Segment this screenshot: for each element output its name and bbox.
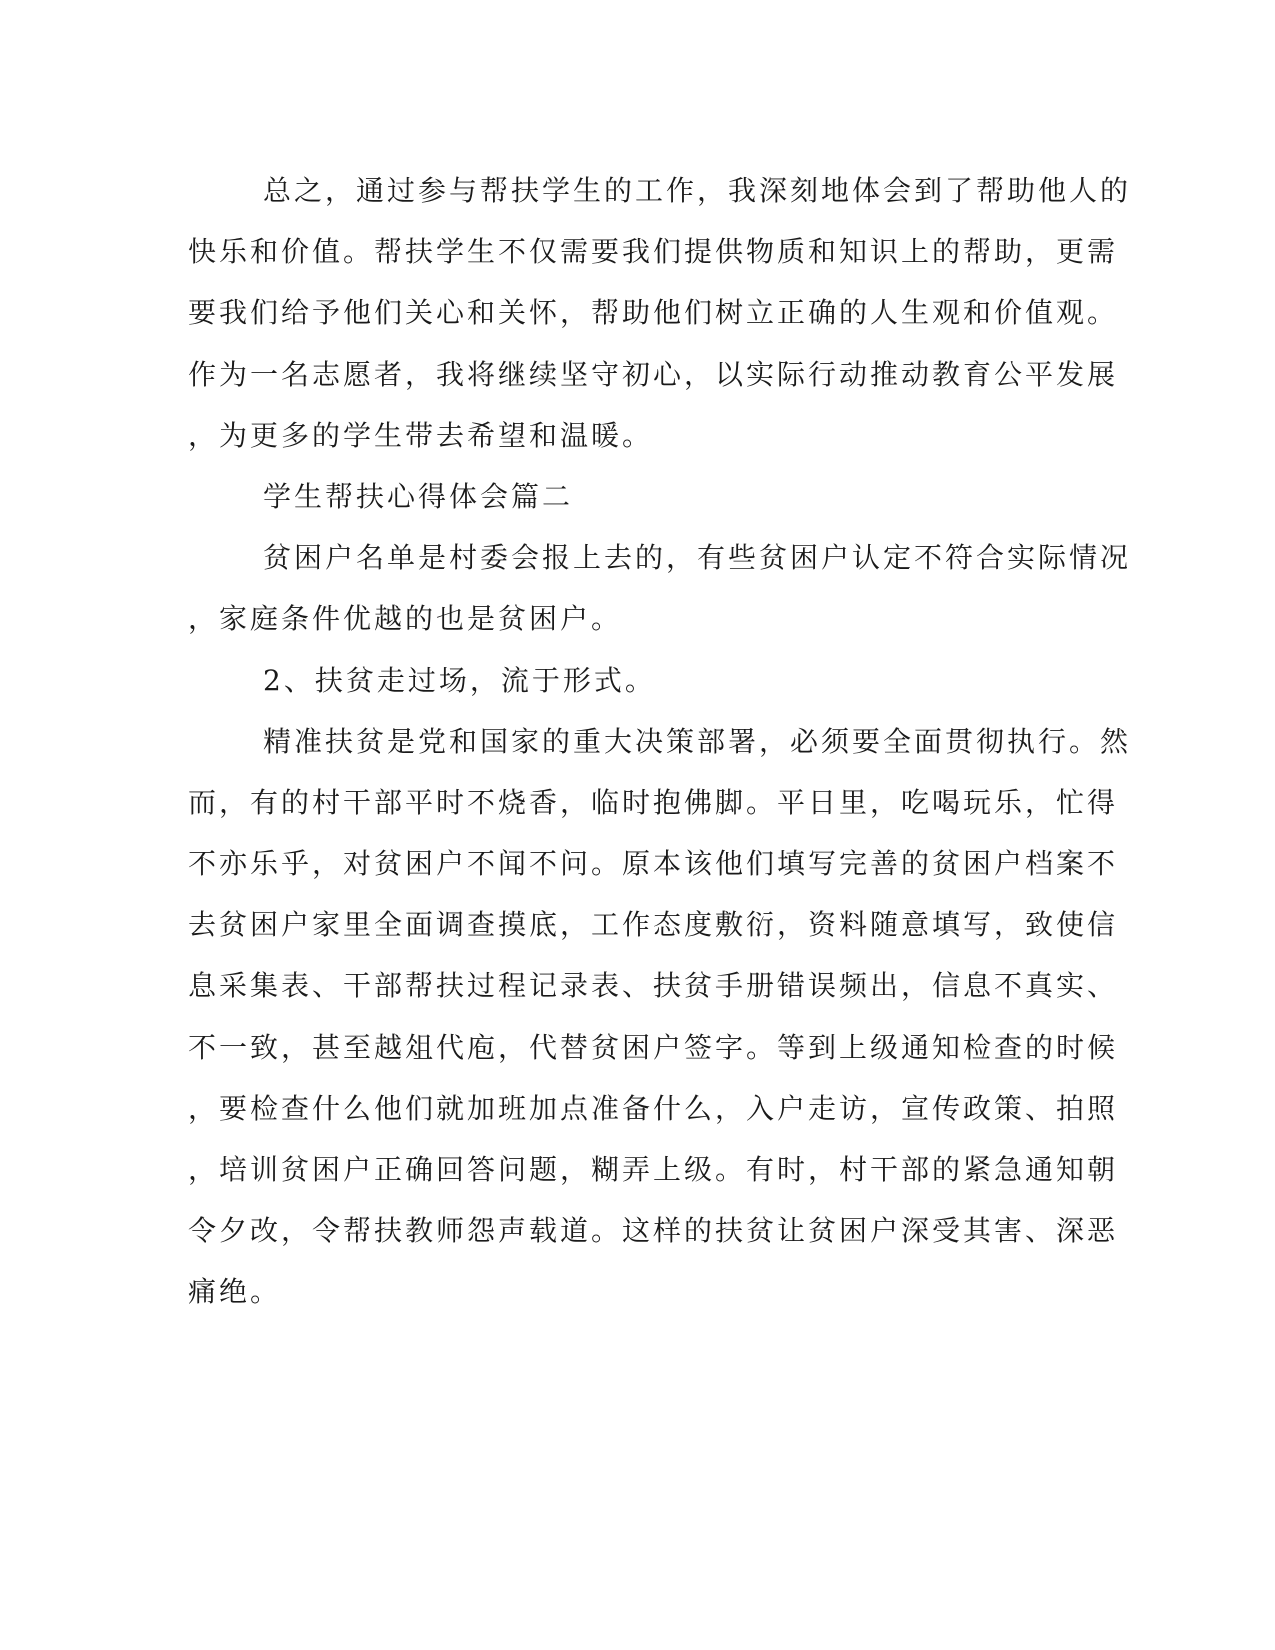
text-line: 不一致，甚至越俎代庖，代替贫困户签字。等到上级通知检查的时候	[188, 1030, 1119, 1064]
document-body	[188, 160, 1132, 1323]
text-line: 息采集表、干部帮扶过程记录表、扶贫手册错误频出，信息不真实、	[188, 969, 1119, 1003]
text-line: 快乐和价值。帮扶学生不仅需要我们提供物质和知识上的帮助，更需	[188, 235, 1119, 269]
text-line: 作为一名志愿者，我将继续坚守初心，以实际行动推动教育公平发展	[188, 357, 1119, 391]
text-line: ，培训贫困户正确回答问题，糊弄上级。有时，村干部的紧急通知朝	[188, 1153, 1119, 1186]
text-line: 总之，通过参与帮扶学生的工作，我深刻地体会到了帮助他人的	[263, 174, 1132, 207]
text-line: 令夕改，令帮扶教师怨声载道。这样的扶贫让贫困户深受其害、深恶	[188, 1214, 1119, 1248]
text-line: ，为更多的学生带去希望和温暖。	[188, 418, 654, 452]
text-line: ，家庭条件优越的也是贫困户。	[188, 602, 623, 636]
text-line: 贫困户名单是村委会报上去的，有些贫困户认定不符合实际情况	[263, 541, 1132, 575]
section-heading: 学生帮扶心得体会篇二	[263, 479, 574, 513]
text-line: 要我们给予他们关心和关怀，帮助他们树立正确的人生观和价值观。	[188, 296, 1119, 330]
text-line: 痛绝。	[188, 1275, 282, 1309]
text-line: ，要检查什么他们就加班加点准备什么，入户走访，宣传政策、拍照	[188, 1091, 1119, 1125]
text-line: 而，有的村干部平时不烧香，临时抱佛脚。平日里，吃喝玩乐，忙得	[188, 785, 1119, 819]
text-line: 精准扶贫是党和国家的重大决策部署，必须要全面贯彻执行。然	[263, 724, 1132, 758]
text-line: 不亦乐乎，对贫困户不闻不问。原本该他们填写完善的贫困户档案不	[188, 847, 1119, 881]
text-line: 去贫困户家里全面调查摸底，工作态度敷衍，资料随意填写，致使信	[188, 908, 1119, 942]
list-item-heading: 2、扶贫走过场，流于形式。	[263, 663, 656, 697]
